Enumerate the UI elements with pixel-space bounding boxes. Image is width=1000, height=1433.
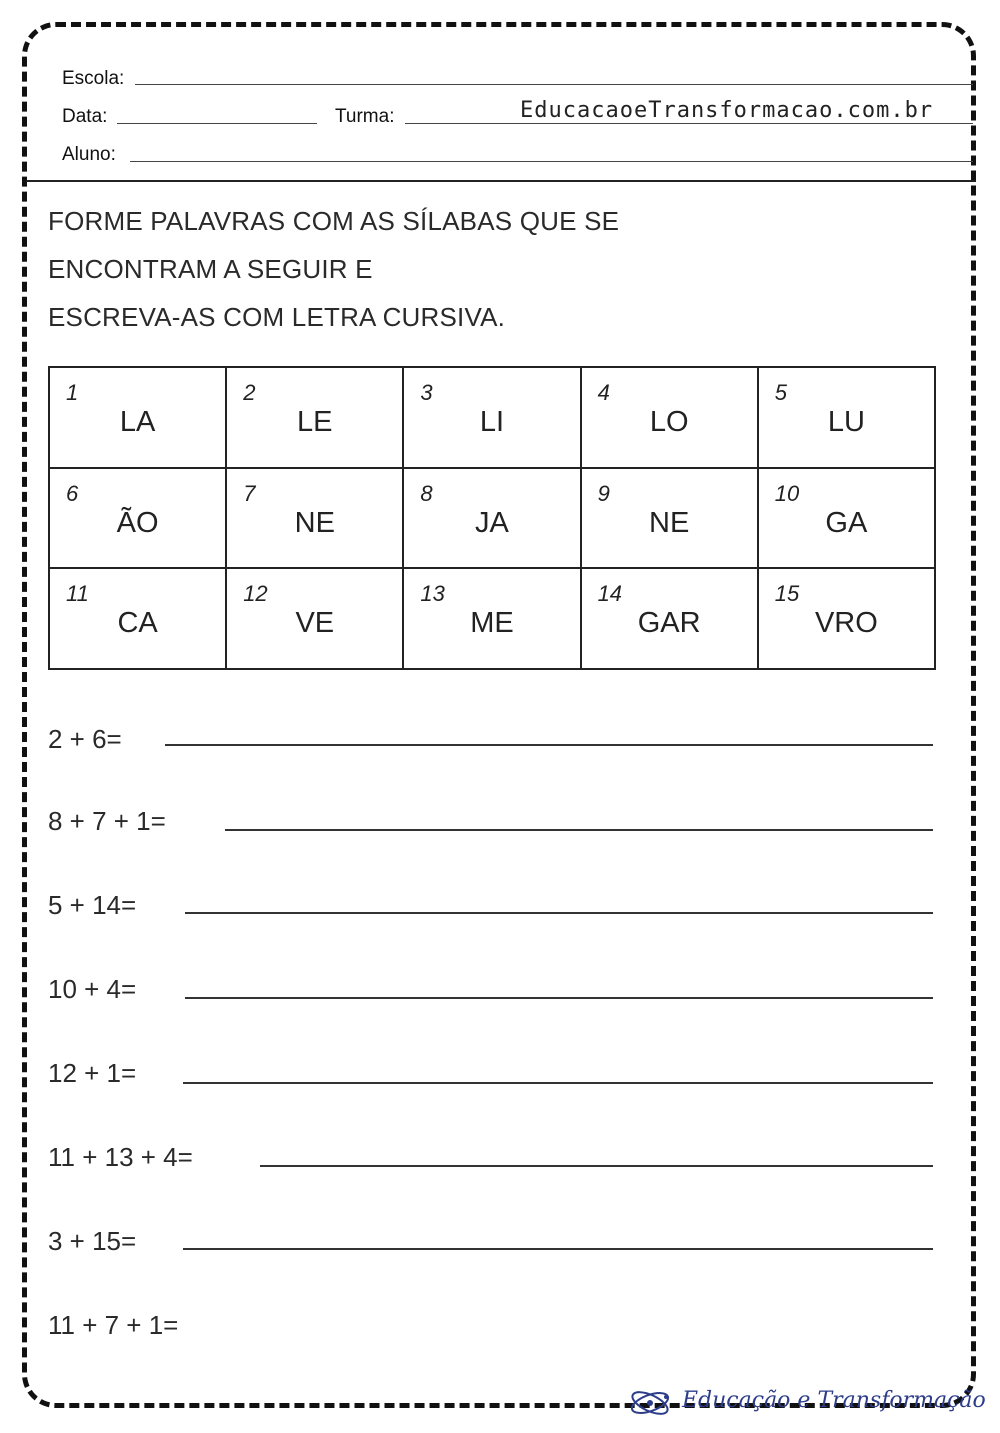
- cell-syllable: GA: [825, 506, 868, 539]
- exercise-label: 11 + 7 + 1=: [48, 1310, 179, 1340]
- orbit-logo-icon: [628, 1386, 672, 1420]
- cell-syllable: VE: [295, 607, 335, 640]
- cell-syllable: JA: [475, 506, 509, 539]
- cell-syllable: NE: [649, 506, 690, 539]
- cell-number: 4: [597, 380, 610, 405]
- cell-syllable: GAR: [637, 607, 701, 640]
- cell-syllable: NE: [294, 506, 335, 539]
- exercise-label: 2 + 6=: [48, 724, 122, 754]
- syllable-cell: [226, 367, 403, 468]
- escola-label: Escola:: [62, 68, 125, 89]
- cell-number: 14: [597, 581, 623, 607]
- data-field[interactable]: [117, 123, 317, 124]
- syllable-cell: [403, 367, 580, 468]
- syllable-cell: [49, 367, 226, 468]
- syllable-cell: [581, 468, 758, 569]
- turma-field[interactable]: [405, 123, 973, 124]
- cell-number: 5: [774, 380, 787, 405]
- syllable-cell: [403, 568, 580, 669]
- table-row: [49, 468, 935, 569]
- answer-line[interactable]: [183, 1248, 933, 1250]
- syllable-cell: [226, 468, 403, 569]
- answer-line[interactable]: [185, 997, 933, 999]
- cell-number: 15: [774, 581, 800, 607]
- brand-text: Educação e Transformação: [682, 1388, 986, 1413]
- syllable-cell: [758, 367, 935, 468]
- exercise-label: 8 + 7 + 1=: [48, 806, 166, 836]
- syllable-cell: [49, 468, 226, 569]
- escola-field[interactable]: [135, 84, 973, 85]
- syllable-cell: [758, 568, 935, 669]
- cell-number: 2: [243, 380, 256, 405]
- syllable-cell: [581, 568, 758, 669]
- instruction-line: ENCONTRAM A SEGUIR E: [48, 254, 373, 284]
- instruction-line: FORME PALAVRAS COM AS SÍLABAS QUE SE: [48, 206, 620, 236]
- answer-line[interactable]: [260, 1165, 933, 1167]
- exercise-label: 12 + 1=: [48, 1058, 137, 1088]
- cell-syllable: LI: [479, 406, 505, 438]
- exercise-label: 11 + 13 + 4=: [48, 1142, 193, 1172]
- cell-syllable: LA: [119, 406, 156, 438]
- cell-number: 11: [66, 581, 89, 607]
- syllable-cell: [49, 568, 226, 669]
- cell-syllable: ÃO: [116, 506, 159, 539]
- table-row: [49, 367, 935, 468]
- answer-line[interactable]: [165, 744, 933, 746]
- cell-number: 6: [66, 480, 79, 506]
- aluno-field[interactable]: [130, 161, 973, 162]
- answer-line[interactable]: [225, 829, 933, 831]
- cell-number: 12: [243, 581, 268, 607]
- cell-syllable: LU: [827, 406, 865, 438]
- table-row: [49, 568, 935, 669]
- exercise-label: 5 + 14=: [48, 890, 137, 920]
- cell-number: 7: [243, 480, 256, 506]
- header-separator: [26, 180, 976, 182]
- syllable-cell: [758, 468, 935, 569]
- syllable-table: [48, 366, 936, 670]
- cell-number: 13: [420, 581, 445, 607]
- exercise-label: 10 + 4=: [48, 974, 137, 1004]
- cell-number: 1: [66, 380, 79, 405]
- cell-syllable: CA: [117, 607, 158, 640]
- cell-number: 8: [420, 480, 433, 506]
- exercise-label: 3 + 15=: [48, 1226, 137, 1256]
- cell-syllable: VRO: [814, 607, 878, 640]
- cell-number: 9: [597, 480, 610, 506]
- instruction-line: ESCREVA-AS COM LETRA CURSIVA.: [48, 302, 506, 332]
- data-label: Data:: [62, 106, 108, 127]
- answer-line[interactable]: [185, 912, 933, 914]
- cell-syllable: LO: [649, 406, 689, 438]
- cell-number: 10: [774, 480, 800, 506]
- cell-syllable: LE: [297, 406, 333, 438]
- syllable-cell: [581, 367, 758, 468]
- answer-line[interactable]: [183, 1082, 933, 1084]
- cell-syllable: ME: [470, 607, 514, 640]
- cell-number: 3: [420, 380, 433, 405]
- syllable-cell: [226, 568, 403, 669]
- turma-label: Turma:: [335, 106, 395, 127]
- aluno-label: Aluno:: [62, 144, 116, 165]
- syllable-cell: [403, 468, 580, 569]
- website-text: EducacaoeTransformacao.com.br: [520, 98, 934, 123]
